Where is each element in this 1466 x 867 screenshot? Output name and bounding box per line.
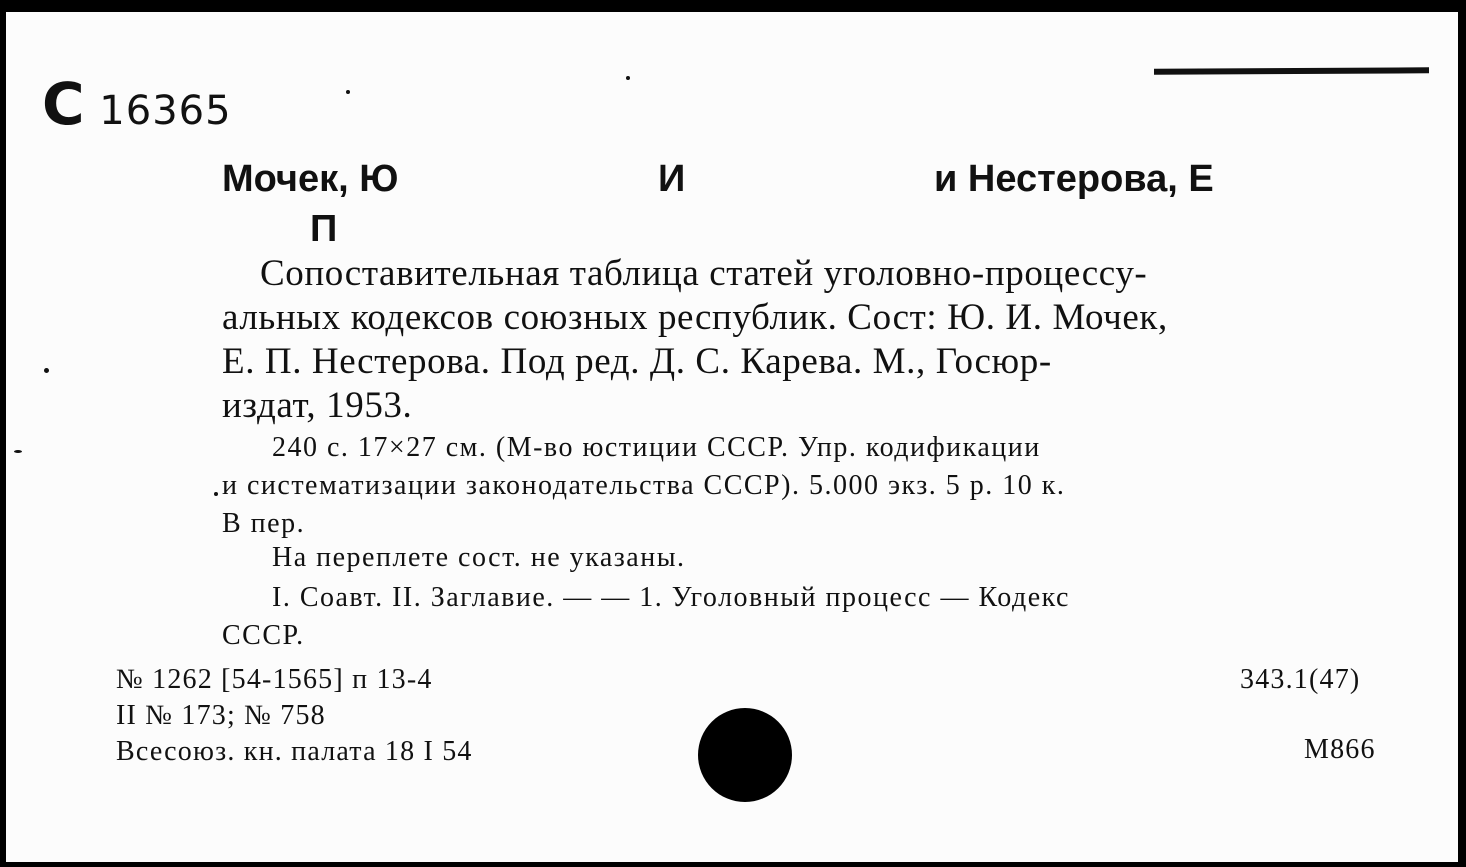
description-line-1: 240 с. 17×27 см. (М-во юстиции СССР. Упр. кодификации — [272, 432, 1041, 463]
author-mark: М866 — [1304, 734, 1376, 765]
author-surname: Мочек, Ю — [222, 158, 399, 200]
speck — [346, 90, 350, 94]
coauthor-initial: П — [310, 208, 338, 250]
description-line-2: и систематизации законодательства СССР). 5.000 экз. 5 р. 10 к. — [222, 470, 1066, 501]
footer-line-1: № 1262 [54-1565] п 13-4 — [116, 664, 433, 695]
author-initial: И — [658, 158, 686, 200]
call-number — [42, 70, 232, 138]
title-line-2: альных кодексов союзных республик. Сост: Ю. И. Мочек, — [222, 297, 1168, 338]
speck — [214, 492, 218, 496]
coauthor: и Нестерова, Е — [934, 158, 1214, 200]
speck — [44, 368, 49, 373]
title-line-1: Сопоставительная таблица статей уголовно-процессу- — [260, 253, 1148, 294]
catalog-card — [6, 12, 1458, 862]
tracing-line-1: I. Соавт. II. Заглавие. — — 1. Уголовный процесс — Кодекс — [272, 582, 1070, 613]
title-line-4: издат, 1953. — [222, 385, 413, 426]
header-rule — [1154, 67, 1429, 74]
tracing-line-2: СССР. — [222, 620, 305, 651]
description-line-3: В пер. — [222, 508, 306, 539]
classification-code: 343.1(47) — [1240, 664, 1361, 695]
call-number-value: 16365 — [99, 88, 232, 134]
footer-line-3: Всесоюз. кн. палата 18 I 54 — [116, 736, 473, 767]
footer-line-2: II № 173; № 758 — [116, 700, 326, 731]
punch-hole — [698, 708, 792, 802]
title-line-3: Е. П. Нестерова. Под ред. Д. С. Карева. М., Госюр- — [222, 341, 1052, 382]
call-number-prefix: С — [42, 70, 86, 138]
speck — [14, 450, 22, 453]
note: На переплете сост. не указаны. — [272, 542, 686, 573]
speck — [626, 76, 630, 80]
